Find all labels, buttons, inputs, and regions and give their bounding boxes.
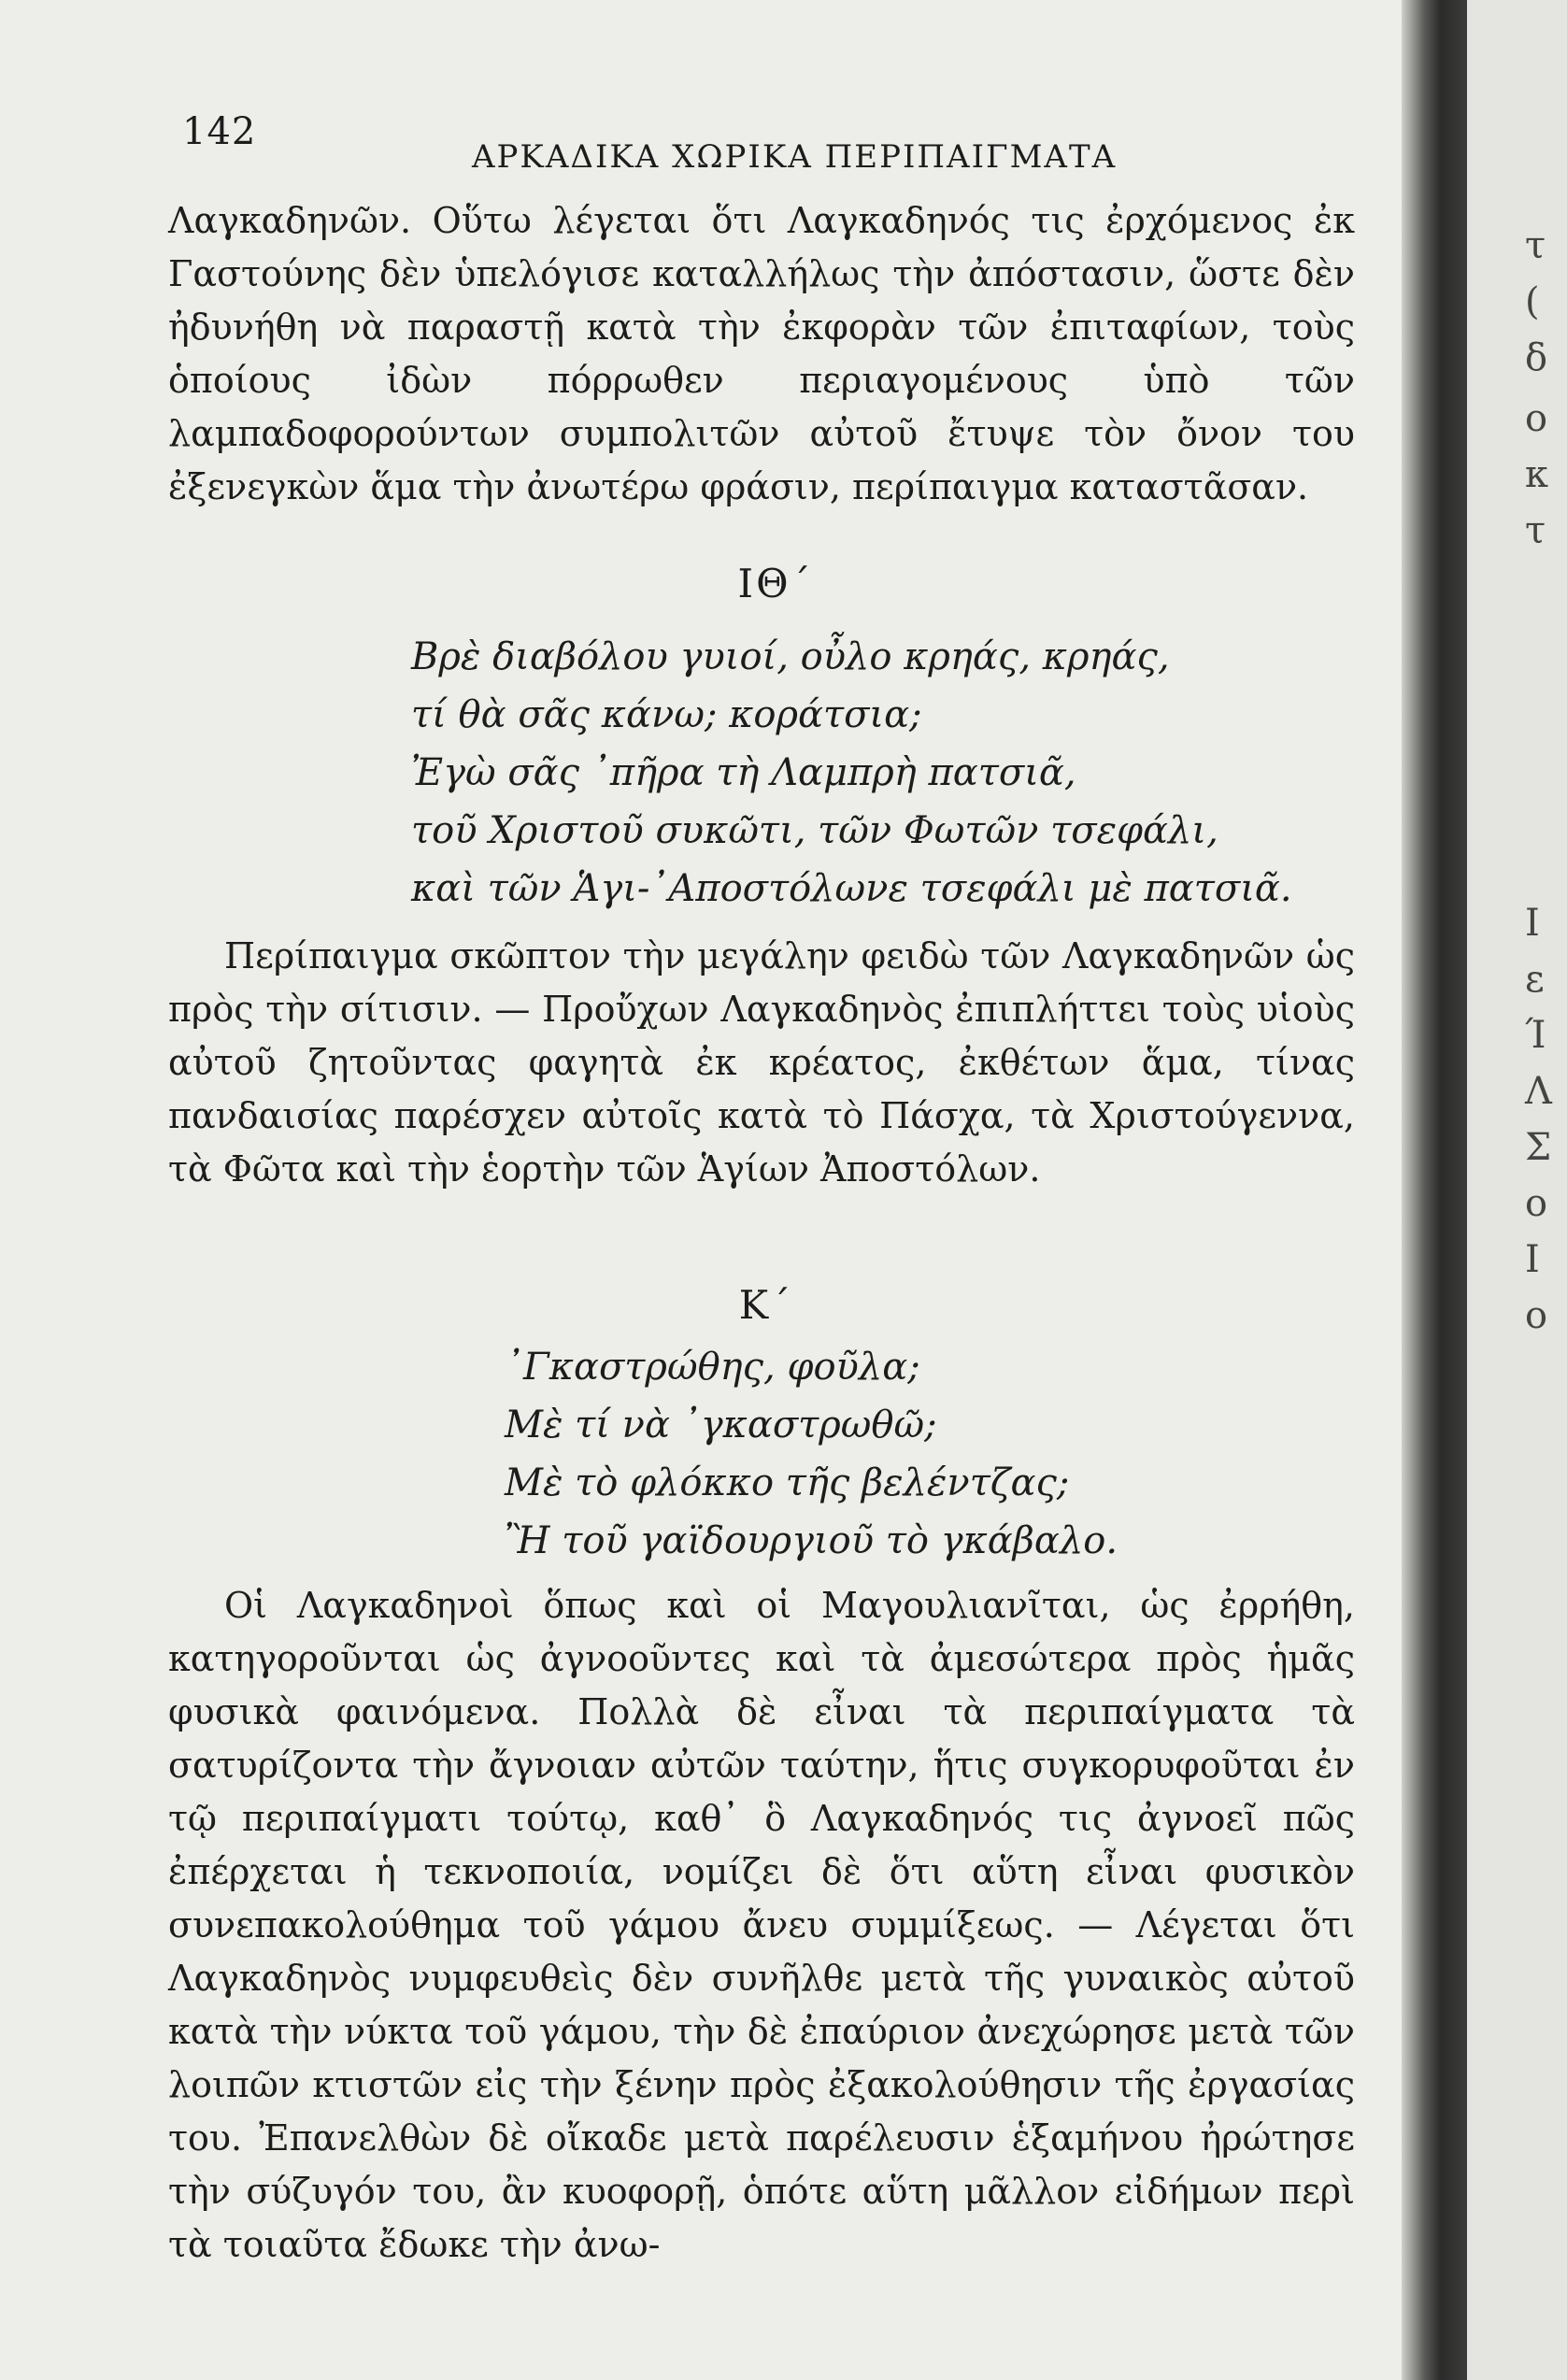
running-title: ΑΡΚΑΔΙΚΑ ΧΩΡΙΚΑ ΠΕΡΙΠΑΙΓΜΑΤΑ [472,138,1118,176]
edge-letter: κ [1525,453,1548,496]
edge-letter: Ι [1525,1238,1540,1281]
commentary-19 [168,930,1355,1196]
verse-line: Ἢ τοῦ γαϊδουργιοῦ τὸ γκάβαλο. [505,1519,1118,1562]
edge-letter: Ί [1525,1014,1546,1057]
verse-line: Βρὲ διαβόλου γυιοί, οὖλο κρηάς, κρηάς, [411,635,1170,678]
edge-letter: Σ [1525,1126,1552,1169]
edge-letter: ε [1525,958,1545,1001]
edge-letter: τ [1525,509,1546,552]
section-heading-20: Κ΄ [738,1282,794,1328]
facing-page-edge [1467,0,1567,2380]
verse-line: Μὲ τί νὰ ᾿γκαστρωθῶ; [505,1404,937,1447]
edge-letter: Ι [1525,902,1540,945]
edge-letter: δ [1525,336,1548,379]
intro-paragraph-text: Λαγκαδηνῶν. Οὕτω λέγεται ὅτι Λαγκαδηνός τις ἐρχόμενος ἐκ Γαστούνης δὲν ὑπελόγισε καταλλήλως τὴν ἀπόστασιν, ὥστε δὲν ἠδυνήθη νὰ παραστῇ κατὰ τὴν ἐκφορὰν τῶν ἐπιταφίων, τοὺς ὁποίους ἰδὼν πόρρωθεν περιαγομένους ὑπὸ τῶν λαμπαδοφορούντων συμπολιτῶν αὐτοῦ ἔτυψε τὸν ὄνον του ἐξενεγκὼν ἅμα τὴν ἀνωτέρω φράσιν, περίπαιγμα καταστᾶσαν. [168,200,1355,507]
verse-line: τοῦ Χριστοῦ συκῶτι, τῶν Φωτῶν τσεφάλι, [411,809,1218,852]
commentary-19-text: Περίπαιγμα σκῶπτον τὴν μεγάλην φειδὼ τῶν Λαγκαδηνῶν ὡς πρὸς τὴν σίτισιν. — Προὔχων Λαγκαδηνὸς ἐπιπλήττει τοὺς υἱοὺς αὐτοῦ ζητοῦντας φαγητὰ ἐκ κρέατος, ἐκθέτων ἅμα, τίνας πανδαισίας παρέσχεν αὐτοῖς κατὰ τὸ Πάσχα, τὰ Χριστούγεννα, τὰ Φῶτα καὶ τὴν ἑορτὴν τῶν Ἁγίων Ἀποστόλων. [168,935,1355,1190]
commentary-20 [168,1579,1355,2272]
page-number: 142 [182,110,257,153]
verse-block-19 [411,628,1292,918]
book-gutter [1402,0,1467,2380]
intro-paragraph [168,194,1355,514]
verse-line: ᾿Γκαστρώθης, φοῦλα; [505,1346,920,1389]
verse-line: Ἐγὼ σᾶς ᾿πῆρα τὴ Λαμπρὴ πατσιᾶ, [411,751,1076,794]
verse-line: τί θὰ σᾶς κάνω; κοράτσια; [411,693,922,736]
verse-line: Μὲ τὸ φλόκκο τῆς βελέντζας; [505,1461,1070,1504]
verse-block-20 [505,1338,1118,1570]
edge-letter: Λ [1525,1070,1552,1113]
edge-letter: τ [1525,224,1546,267]
section-heading-19: ΙΘ΄ [737,561,814,606]
page-header [182,110,1332,176]
edge-letter: ο [1525,1182,1548,1225]
verse-line: καὶ τῶν Ἁγι-᾿Αποστόλωνε τσεφάλι μὲ πατσιᾶ. [411,867,1292,910]
commentary-20-text: Οἱ Λαγκαδηνοὶ ὅπως καὶ οἱ Μαγουλιανῖται, ὡς ἐρρήθη, κατηγοροῦνται ὡς ἀγνοοῦντες καὶ τὰ ἀμεσώτερα πρὸς ἡμᾶς φυσικὰ φαινόμενα. Πολλὰ δὲ εἶναι τὰ περιπαίγματα τὰ σατυρίζοντα τὴν ἄγνοιαν αὐτῶν ταύτην, ἥτις συγκορυφοῦται ἐν τῷ περιπαίγματι τούτῳ, καθ᾿ ὃ Λαγκαδηνός τις ἀγνοεῖ πῶς ἐπέρχεται ἡ τεκνοποιία, νομίζει δὲ ὅτι αὕτη εἶναι φυσικὸν συνεπακολούθημα τοῦ γάμου ἄνευ συμμίξεως. — Λέγεται ὅτι Λαγκαδηνὸς νυμφευθεὶς δὲν συνῆλθε μετὰ τῆς γυναικὸς αὐτοῦ κατὰ τὴν νύκτα τοῦ γάμου, τὴν δὲ ἐπαύριον ἀνεχώρησε μετὰ τῶν λοιπῶν κτιστῶν εἰς τὴν ξένην πρὸς ἐξακολούθησιν τῆς ἐργασίας του. Ἐπανελθὼν δὲ οἴκαδε μετὰ παρέλευσιν ἑξαμήνου ἠρώτησε τὴν σύζυγόν του, ἂν κυοφορῇ, ὁπότε αὕτη μᾶλλον εἰδήμων περὶ τὰ τοιαῦτα ἔδωκε τὴν ἀνω- [168,1585,1355,2265]
edge-letter: ο [1525,397,1548,440]
edge-letter: ο [1525,1294,1548,1337]
edge-letter: ( [1525,280,1540,323]
